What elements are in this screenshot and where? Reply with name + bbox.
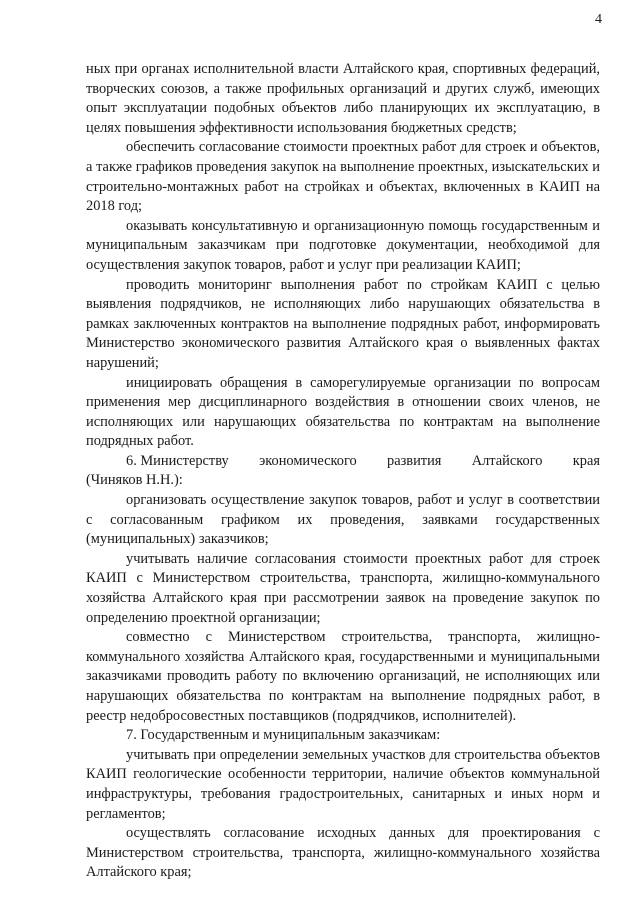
heading-word: 6. Министерству [126,452,229,469]
paragraph: оказывать консультативную и организационную помощь государственным и муниципальным заказчикам при подготовке документации, необходимой для осуществления закупок товаров, работ и услуг при реализации КАИП; [86,217,600,273]
paragraph: инициировать обращения в саморегулируемые организации по вопросам применения мер дисциплинарного воздействия в отношении своих членов, не исполняющих или нарушающих обязательства по контрактам на выполнение подрядных работ. [86,374,600,450]
section-7-heading: 7. Государственным и муниципальным заказчикам: [126,727,441,744]
page-number: 4 [595,12,602,27]
paragraph: совместно с Министерством строительства, транспорта, жилищно-коммунального хозяйства Алтайского края, государственными и муниципальными заказчиками проводить работу по включению организаций, не исполняющих или нарушающих обязательства по контрактам на выполнение подрядных работ, в реестр недобросовестных поставщиков (подрядчиков, исполнителей). [86,629,600,724]
paragraph: учитывать при определении земельных участков для строительства объектов КАИП геологические особенности территории, наличие объектов коммунальной инфраструктуры, требования градостроительных, санитарных и иных норм и регламентов; [86,746,600,822]
paragraph: организовать осуществление закупок товаров, работ и услуг в соответствии с согласованным графиком их проведения, заявками государственных (муниципальных) заказчиков; [86,492,600,548]
section-6-heading-continuation: (Чиняков Н.Н.): [86,472,183,489]
heading-word: экономического [259,452,357,469]
document-body [86,60,600,883]
paragraph: осуществлять согласование исходных данных для проектирования с Министерством строительства, транспорта, жилищно-коммунального хозяйства Алтайского края; [86,825,600,881]
heading-word: края [572,452,600,469]
paragraph-continuation: ных при органах исполнительной власти Алтайского края, спортивных федераций, творческих союзов, а также профильных организаций и других служб, имеющих опыт эксплуатации подобных объектов либо планирующих их эксплуатацию, в целях повышения эффективности использования бюджетных средств; [86,61,600,136]
paragraph: обеспечить согласование стоимости проектных работ для строек и объектов, а также графиков проведения закупок на выполнение проектных, изыскательских и строительно-монтажных работ на стройках и объектах, включенных в КАИП на 2018 год; [86,139,600,215]
section-6-heading [86,452,600,472]
paragraph: учитывать наличие согласования стоимости проектных работ для строек КАИП с Министерством строительства, транспорта, жилищно-коммунального хозяйства Алтайского края при рассмотрении заявок на проведение закупок по определению проектной организации; [86,550,600,626]
paragraph: проводить мониторинг выполнения работ по стройкам КАИП с целью выявления подрядчиков, не исполняющих либо нарушающих обязательства в рамках заключенных контрактов на выполнение подрядных работ, информировать Министерство экономического развития Алтайского края о выявленных фактах нарушений; [86,276,600,371]
heading-word: развития [387,452,442,469]
heading-word: Алтайского [471,452,543,469]
